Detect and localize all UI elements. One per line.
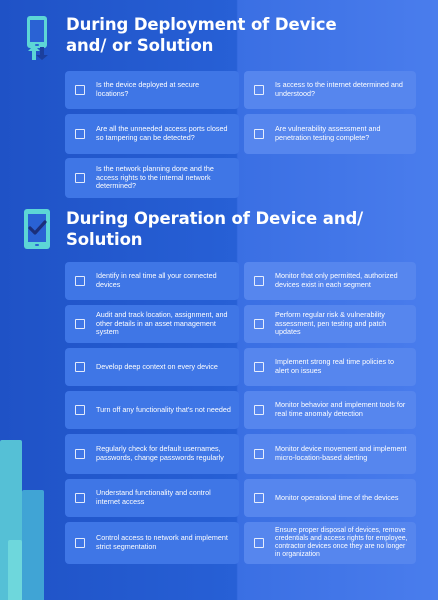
operation-item-12[interactable] bbox=[244, 479, 416, 517]
checkbox[interactable] bbox=[254, 362, 264, 372]
checkbox[interactable] bbox=[75, 449, 85, 459]
checkbox[interactable] bbox=[254, 449, 264, 459]
tablet-checkmark-icon bbox=[22, 208, 56, 252]
item-text: Monitor device movement and implement micro-location-based alerting bbox=[275, 444, 407, 462]
operation-item-10[interactable] bbox=[244, 434, 416, 474]
item-text: Monitor that only permitted, authorized devices exist in each segment bbox=[275, 271, 398, 289]
checkbox[interactable] bbox=[75, 538, 85, 548]
checkbox[interactable] bbox=[254, 405, 264, 415]
checkbox[interactable] bbox=[75, 405, 85, 415]
checkbox[interactable] bbox=[254, 538, 264, 548]
operation-section-header bbox=[22, 208, 366, 252]
operation-item-6[interactable] bbox=[244, 348, 416, 386]
item-text: Audit and track location, assignment, and other details in an asset management system bbox=[96, 310, 228, 337]
operation-item-11[interactable] bbox=[65, 479, 239, 517]
item-text: Develop deep context on every device bbox=[96, 361, 218, 371]
item-text: Identify in real time all your connected devices bbox=[96, 271, 217, 289]
deployment-section-title: During Deployment of Device and/ or Solution bbox=[66, 15, 337, 55]
operation-item-14[interactable] bbox=[244, 522, 416, 564]
deployment-item-2[interactable] bbox=[244, 71, 416, 109]
item-text: Is the network planning done and the access rights to the internal network determined? bbox=[96, 164, 214, 191]
operation-item-2[interactable] bbox=[244, 262, 416, 300]
item-text: Perform regular risk & vulnerability assessment, pen testing and patch updates bbox=[275, 310, 387, 337]
checkbox[interactable] bbox=[254, 319, 264, 329]
checkbox[interactable] bbox=[254, 129, 264, 139]
deployment-item-5[interactable] bbox=[65, 158, 239, 198]
item-text: Turn off any functionality that's not needed bbox=[96, 404, 231, 414]
item-text: Monitor behavior and implement tools for real time anomaly detection bbox=[275, 400, 406, 418]
operation-item-7[interactable] bbox=[65, 391, 239, 429]
item-text: Regularly check for default usernames, passwords, change passwords regularly bbox=[96, 444, 224, 462]
item-text: Is the device deployed at secure locations? bbox=[96, 80, 200, 98]
item-text: Ensure proper disposal of devices, remove credentials and access rights for employee, contractor devices once they are no longer in organization bbox=[275, 526, 408, 559]
deployment-item-4[interactable] bbox=[244, 114, 416, 154]
item-text: Understand functionality and control internet access bbox=[96, 488, 211, 506]
operation-item-13[interactable] bbox=[65, 522, 239, 564]
operation-section-title: During Operation of Device and/ Solution bbox=[66, 209, 364, 249]
operation-item-5[interactable] bbox=[65, 348, 239, 386]
item-text: Implement strong real time policies to alert on issues bbox=[275, 357, 395, 375]
checkbox[interactable] bbox=[75, 362, 85, 372]
operation-item-1[interactable] bbox=[65, 262, 239, 300]
operation-item-9[interactable] bbox=[65, 434, 239, 474]
deployment-item-1[interactable] bbox=[65, 71, 239, 109]
item-text: Monitor operational time of the devices bbox=[275, 492, 399, 502]
checkbox[interactable] bbox=[75, 493, 85, 503]
checkbox[interactable] bbox=[75, 319, 85, 329]
item-text: Are vulnerability assessment and penetration testing complete? bbox=[275, 124, 381, 142]
operation-item-3[interactable] bbox=[65, 305, 239, 343]
checkbox[interactable] bbox=[75, 276, 85, 286]
item-text: Control access to network and implement strict segmentation bbox=[96, 533, 228, 551]
checkbox[interactable] bbox=[254, 493, 264, 503]
item-text: Are all the unneeded access ports closed so tampering can be detected? bbox=[96, 124, 228, 142]
checkbox[interactable] bbox=[75, 173, 85, 183]
checkbox[interactable] bbox=[75, 129, 85, 139]
checkbox[interactable] bbox=[75, 85, 85, 95]
deployment-section-header bbox=[22, 14, 366, 58]
checkbox[interactable] bbox=[254, 276, 264, 286]
phone-upload-icon bbox=[22, 14, 56, 58]
item-text: Is access to the internet determined and understood? bbox=[275, 80, 403, 98]
operation-item-8[interactable] bbox=[244, 391, 416, 429]
checkbox[interactable] bbox=[254, 85, 264, 95]
deployment-item-3[interactable] bbox=[65, 114, 239, 154]
operation-item-4[interactable] bbox=[244, 305, 416, 343]
